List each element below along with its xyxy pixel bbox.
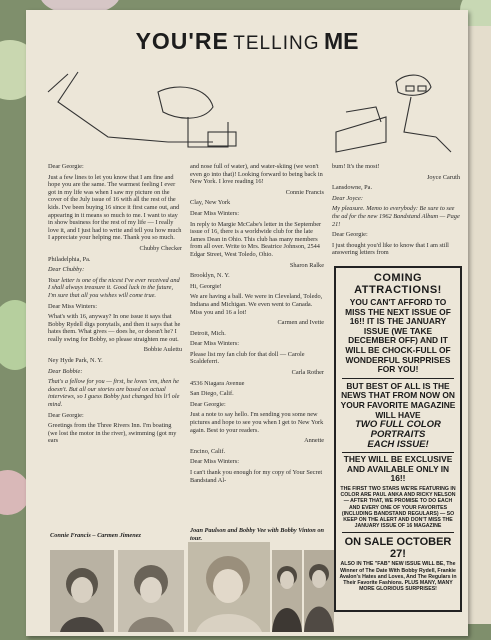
letter-body: Greetings from the Three Rivers Inn. I'm boating (we lost the motor in the river), swimming (got my ears [48, 422, 177, 445]
signature: Joyce Caruth [426, 173, 460, 181]
location: Encino, Calif. [190, 447, 226, 455]
signature: Carmen and Ivette [277, 319, 324, 327]
illustration-boy-typing [326, 62, 461, 157]
location: Philadelphia, Pa. [48, 255, 91, 263]
letter-body: What's with 16, anyway? In one issue it says that Bobby Rydell digs ponytails, and then it says that he hates them. What gives — does he, or doesn't he? I really swing for Bobby, so please straighten me out. [48, 313, 181, 343]
signature: Connie Francis [285, 188, 324, 196]
signature: Sharon Ralke [289, 261, 324, 269]
photo-joan-paulson [188, 542, 270, 632]
coming-highlight: EACH ISSUE! [367, 439, 429, 451]
signature: Bobbie Aulettu [143, 346, 182, 354]
salutation: Dear Miss Winters: [48, 302, 97, 310]
salutation: Dear Miss Winters: [190, 458, 239, 466]
salutation: Dear Georgie: [48, 163, 84, 170]
reply-body: Your letter is one of the nicest I've ever received and I shall always treasure it. Good luck in the future, I'm sure that all you wishes will come true. [48, 276, 180, 299]
photo-caption: Joan Paulson and Bobby Vee with Bobby Vinton on tour. [190, 527, 325, 542]
salutation: Dear Georgie: [48, 411, 84, 419]
location: Clay, New York [190, 199, 231, 207]
salutation: Dear Bobbie: [48, 367, 83, 375]
address: 4536 Niagara Avenue [190, 379, 245, 387]
letter-body: I just thought you'd like to know that I am still answering letters from [332, 241, 449, 257]
magazine-page [26, 10, 468, 636]
salutation: Dear Miss Winters: [190, 340, 239, 348]
photo-bobby-vinton [304, 550, 334, 632]
reply-body: My pleasure. Memo to everybody: Be sure to see the ad for the new 1962 Bandstand Album — Page 21! [332, 205, 460, 228]
photo-carmen-jimenez [118, 550, 184, 632]
photo-bobby-vee [272, 550, 302, 632]
coming-highlight: TWO FULL COLOR PORTRAITS [355, 419, 441, 441]
letter-body: Please list my fan club for that doll — Carole Scaldeferri. [190, 350, 305, 366]
salutation: Dear Chubby: [48, 266, 85, 274]
salutation: Dear Miss Winters: [190, 209, 239, 217]
location: Ney Hyde Park, N. Y. [48, 357, 103, 365]
location: Brooklyn, N. Y. [190, 272, 230, 280]
photo-caption: Connie Francis – Carmen Jimenez [50, 532, 141, 539]
page-title: YOU'RE TELLING ME [135, 28, 359, 54]
coming-small-text: ALSO IN THE "FAB" NEW ISSUE WILL BE, The Winner of The Date With Bobby Rydell, Frankie Avalon's Hates and Loves, And The Regulars in Their Favorite Fashions. PLUS MANY, MANY MORE GLORIOUS SURPRISES! [339, 561, 457, 593]
letters-column-3 [332, 163, 460, 260]
letter-body: bum! It's the most! [332, 163, 380, 170]
salutation: Dear Joyce: [332, 194, 363, 202]
salutation: Dear Georgie: [332, 231, 368, 239]
salutation: Hi, Georgie! [190, 282, 222, 290]
location: Lansdowne, Pa. [332, 184, 373, 192]
photo-connie-francis [50, 550, 114, 632]
coming-text: THEY WILL BE EXCLUSIVE AND AVAILABLE ONLY IN 16!! [343, 454, 453, 484]
signature: Annette [304, 437, 324, 445]
coming-text: YOU CAN'T AFFORD TO MISS THE NEXT ISSUE OF 16!! IT IS THE JANUARY ISSUE (WE TAKE DECEMBER OFF) AND IT WILL BE CHOCK-FULL OF WONDERFUL SURPRISES FOR YOU! [345, 297, 451, 375]
letter-body: In reply to Margie McCabe's letter in the September issue of 16, there is a worldwide club for the late James Dean in Ohio. This club has many members from all over. Write to Mrs. Beatrice Johnson, 2544 Edgar Street, West Toledo, Ohio. [190, 220, 322, 258]
letters-column-2 [190, 163, 324, 487]
signature: Chubby Checker [139, 244, 182, 252]
letter-body: Just a note to say hello. I'm sending you some new pictures and hope to see you when I get to New York again. Best to your readers. [190, 411, 324, 434]
coming-attractions-box [334, 266, 462, 612]
letter-body: I can't thank you enough for my copy of Your Secret Bandstand Al- [190, 469, 323, 484]
letters-column-1 [48, 163, 182, 448]
signature: Carla Rother [291, 369, 324, 377]
salutation: Dear Georgie: [190, 400, 226, 408]
coming-text: BUT BEST OF ALL IS THE NEWS THAT FROM NOW ON YOUR FAVORITE MAGAZINE WILL HAVE [340, 380, 456, 420]
reply-body: That's a fellow for you — first, he loves 'em, then he doesn't. But all our stories are based on actual interviews, so I guess Bobby just changed his li'l ole mind. [48, 378, 180, 409]
location: San Diego, Calif. [190, 390, 234, 398]
coming-small-text: THE FIRST TWO STARS WE'RE FEATURING IN COLOR ARE PAUL ANKA AND RICKY NELSON — AFTER THAT, WE PROMISE TO DO EACH AND EVERY ONE OF YOUR FAVORITES (INCLUDING BANDSTAND REGULARS) — SO KEEP ON THE ALERT AND DON'T MISS THE JANUARY ISSUE OF 16 MAGAZINE [340, 485, 456, 530]
illustration-girl-writing [38, 62, 238, 157]
location: Detroit, Mich. [190, 329, 226, 337]
letter-body: We are having a ball. We were in Cleveland, Toledo, Indiana and Michigan. We even went to Canada. Miss you and 16 a lot! [190, 293, 323, 316]
coming-attractions-heading: COMING ATTRACTIONS! [354, 272, 442, 296]
on-sale-date: ON SALE OCTOBER 27! [344, 536, 452, 561]
letter-body: and nose full of water), and water-skiing (we won't even go into that)! Looking forward to being back in New York. I love reading 16! [190, 163, 323, 186]
letter-body: Just a few lines to let you know that I am fine and hope you are the same. The warmest feeling I ever got in my life was when I saw my picture on the cover of the July issue of 16 with all the rest of the kids. I've been buying 16 since it first came out, and appearing in it means so much to me. I want to stay in show business for the rest of my life — I really love it, and I just had to write and tell you how much I appreciate your helping me. Thank you so much. [48, 173, 182, 242]
